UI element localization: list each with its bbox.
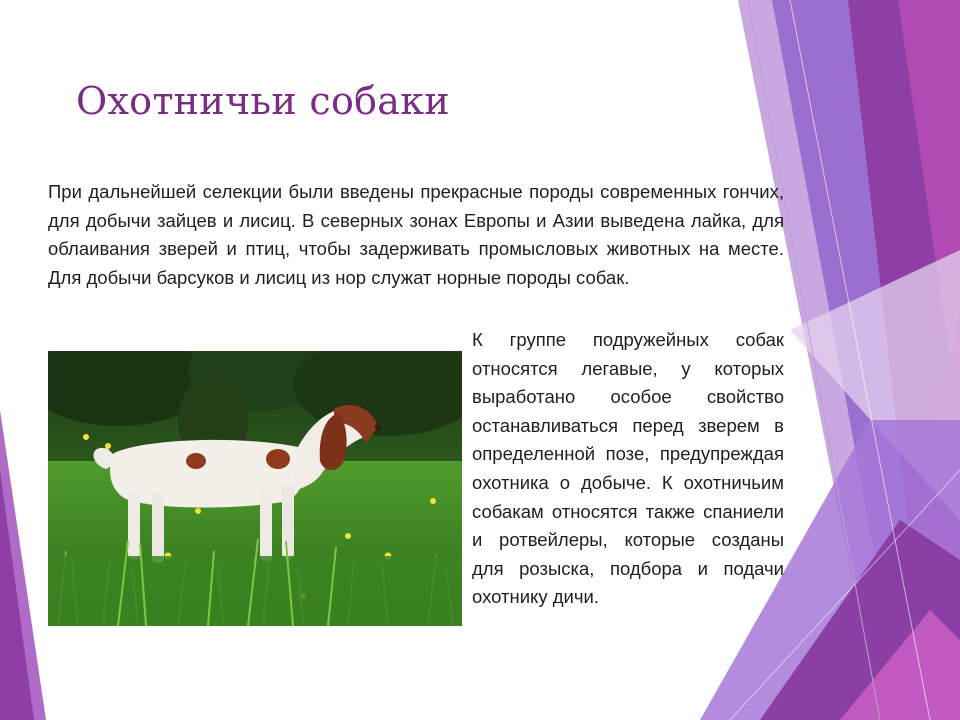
slide-title: Охотничьи собаки [76,79,450,123]
dog-in-grass-icon [48,351,462,626]
dog-photo [48,351,462,626]
paragraph-hounds: При дальнейшей селекции были введены прекрасные породы современных гончих, для добычи зайцев и лисиц. В северных зонах Европы и Азии выведена лайка, для облаивания зверей и птиц, чтобы задерживать промысловых животных на месте. Для добычи барсуков и лисиц из нор служат норные породы собак. [48,181,784,288]
left-purple-facet [0,470,34,720]
paragraph-gun-dogs: К группе подружейных собак относятся легавые, у которых выработано особое свойство останавливаться перед зверем в определенной позе, предупреждая охотника о добыче. К охотничьим собакам относятся также спаниели и ротвейлеры, которые созданы для розыска, подбора и подачи охотнику дичи. [472,329,784,608]
